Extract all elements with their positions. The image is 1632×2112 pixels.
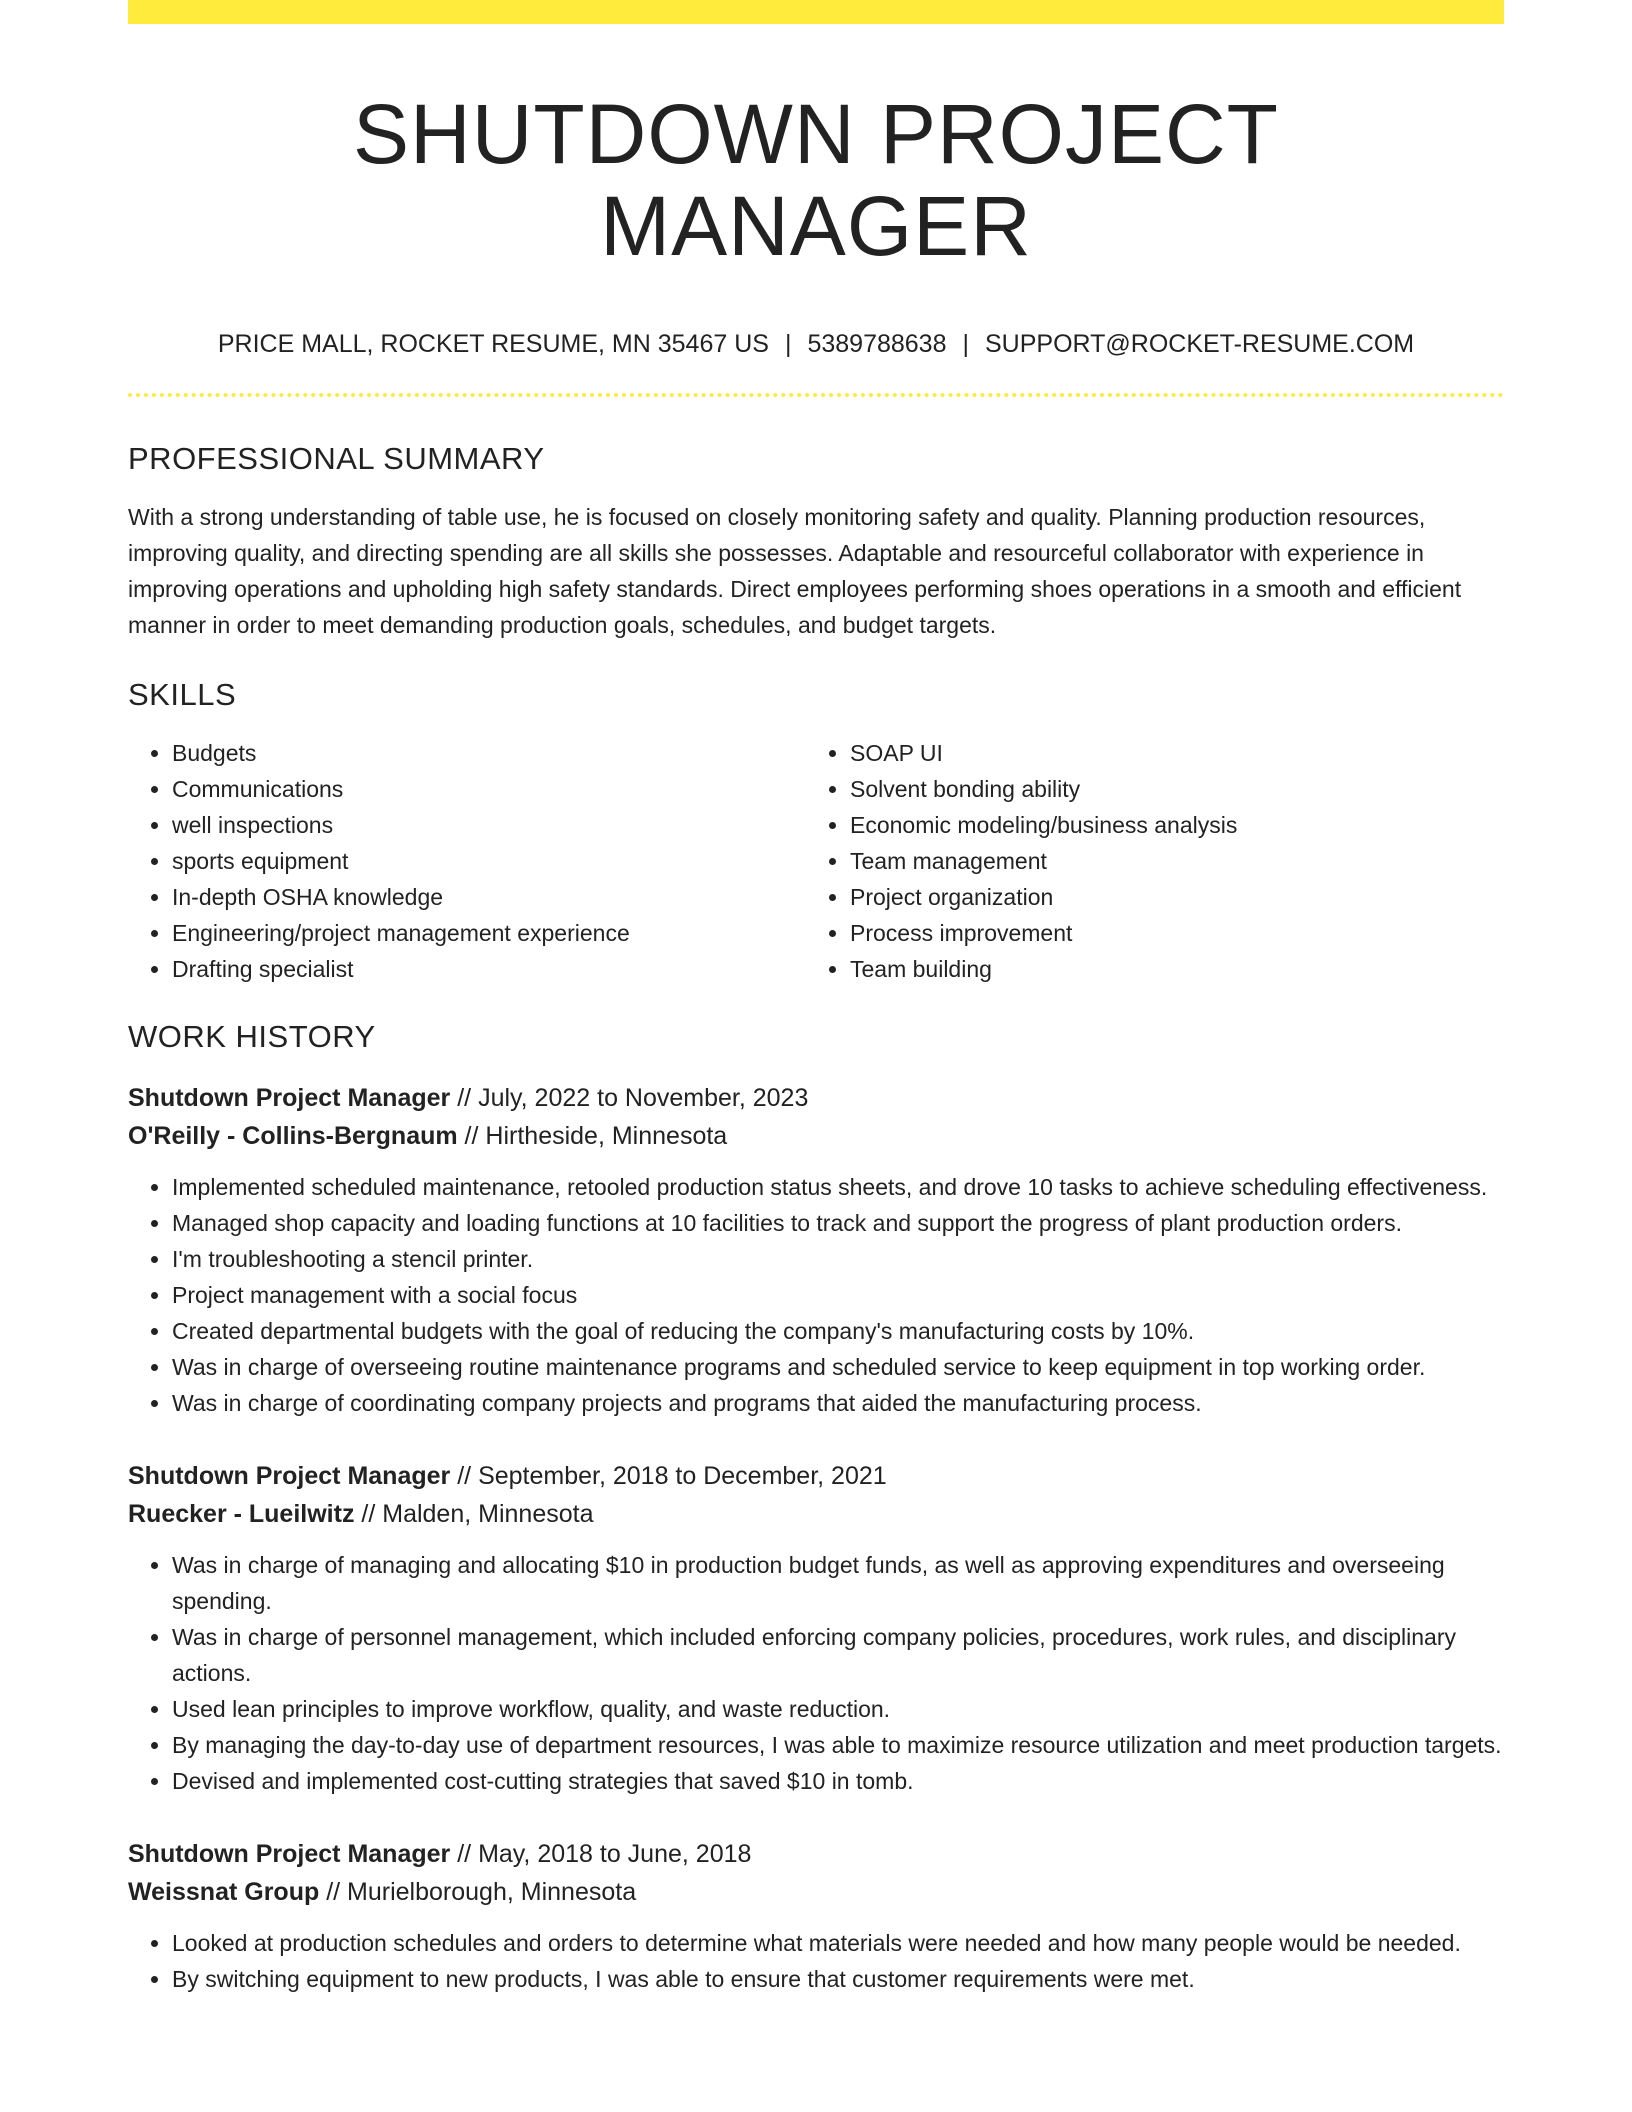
contact-email[interactable]: SUPPORT@ROCKET-RESUME.COM <box>985 329 1415 358</box>
resume-page <box>128 0 1504 1997</box>
job-company: O'Reilly - Collins-Bergnaum <box>128 1121 458 1150</box>
job-company-line <box>128 1117 1504 1155</box>
job-separator: // <box>457 1121 486 1150</box>
skills-list <box>128 735 1504 987</box>
job-bullet: • Created departmental budgets with the goal of reducing the company's manufacturing costs by 10%. <box>172 1313 1504 1349</box>
skill-item: • Team building <box>850 951 1484 987</box>
job-company: Weissnat Group <box>128 1877 320 1906</box>
skill-item: • well inspections <box>172 807 806 843</box>
contact-address: PRICE MALL, ROCKET RESUME, MN 35467 US <box>217 329 769 358</box>
job-role: Shutdown Project Manager <box>128 1461 451 1490</box>
job-location: Hirtheside, Minnesota <box>485 1121 728 1150</box>
contact-line <box>128 329 1504 359</box>
skill-item: • Solvent bonding ability <box>850 771 1484 807</box>
summary-text: With a strong understanding of table use, he is focused on closely monitoring safety and quality. Planning production resources, improving quality, and directing spending are all skills she possesses. Adaptable and resourceful collaborator with experience in improving operations and upholding high safety standards. Direct employees performing shoes operations in a smooth and efficient manner in order to meet demanding production goals, schedules, and budget targets. <box>128 503 1462 638</box>
skills-column-left <box>128 735 806 987</box>
job-bullet: • Looked at production schedules and orders to determine what materials were needed and how many people would be needed. <box>172 1925 1504 1961</box>
contact-separator: | <box>962 329 969 358</box>
job-bullet: • By managing the day-to-day use of department resources, I was able to maximize resource utilization and meet production targets. <box>172 1727 1504 1763</box>
job-role-line <box>128 1079 1504 1117</box>
job-role-line <box>128 1835 1504 1873</box>
skill-item: • Team management <box>850 843 1484 879</box>
job-dates: September, 2018 to December, 2021 <box>478 1461 887 1490</box>
job-company-line <box>128 1495 1504 1533</box>
job-bullet: • Was in charge of managing and allocating $10 in production budget funds, as well as approving expenditures and overseeing spending. <box>172 1547 1504 1619</box>
job-separator: // <box>450 1461 479 1490</box>
job-location: Murielborough, Minnesota <box>347 1877 637 1906</box>
job-company-line <box>128 1873 1504 1911</box>
job-bullets <box>128 1925 1504 1997</box>
job-bullet: • By switching equipment to new products, I was able to ensure that customer requirements were met. <box>172 1961 1504 1997</box>
job-role: Shutdown Project Manager <box>128 1083 451 1112</box>
contact-phone[interactable]: 5389788638 <box>807 329 947 358</box>
section-title-skills: SKILLS <box>128 676 237 712</box>
skill-item: • sports equipment <box>172 843 806 879</box>
job-separator: // <box>354 1499 383 1528</box>
job-separator: // <box>319 1877 348 1906</box>
contact-separator: | <box>784 329 792 358</box>
job-bullet: • Was in charge of overseeing routine maintenance programs and scheduled service to keep equipment in top working order. <box>172 1349 1504 1385</box>
skill-item: • Communications <box>172 771 806 807</box>
job-role-line <box>128 1457 1504 1495</box>
job-bullet: • I'm troubleshooting a stencil printer. <box>172 1241 1504 1277</box>
job-separator: // <box>450 1839 479 1868</box>
dotted-divider <box>128 393 1504 397</box>
job-dates: July, 2022 to November, 2023 <box>478 1083 809 1112</box>
job-company: Ruecker - Lueilwitz <box>128 1499 355 1528</box>
job-bullet: • Implemented scheduled maintenance, retooled production status sheets, and drove 10 tasks to achieve scheduling effectiveness. <box>172 1169 1504 1205</box>
skills-column-right <box>806 735 1484 987</box>
accent-top-bar <box>128 0 1504 24</box>
job-bullets <box>128 1169 1504 1421</box>
section-title-summary: PROFESSIONAL SUMMARY <box>128 440 545 476</box>
job-entry <box>128 1079 1504 1421</box>
job-bullet: • Managed shop capacity and loading functions at 10 facilities to track and support the progress of plant production orders. <box>172 1205 1504 1241</box>
job-bullet: • Devised and implemented cost-cutting strategies that saved $10 in tomb. <box>172 1763 1504 1799</box>
job-bullet: • Was in charge of personnel management, which included enforcing company policies, procedures, work rules, and disciplinary actions. <box>172 1619 1504 1691</box>
job-separator: // <box>450 1083 479 1112</box>
job-bullets <box>128 1547 1504 1799</box>
skill-item: • Engineering/project management experience <box>172 915 806 951</box>
job-bullet: • Used lean principles to improve workflow, quality, and waste reduction. <box>172 1691 1504 1727</box>
section-title-work-history: WORK HISTORY <box>128 1018 376 1054</box>
skill-item: • Budgets <box>172 735 806 771</box>
job-bullet: • Was in charge of coordinating company projects and programs that aided the manufacturing process. <box>172 1385 1504 1421</box>
skill-item: • SOAP UI <box>850 735 1484 771</box>
skill-item: • Project organization <box>850 879 1484 915</box>
resume-title: SHUTDOWN PROJECT MANAGER <box>353 87 1279 274</box>
job-bullet: • Project management with a social focus <box>172 1277 1504 1313</box>
skill-item: • Drafting specialist <box>172 951 806 987</box>
job-dates: May, 2018 to June, 2018 <box>478 1839 752 1868</box>
job-location: Malden, Minnesota <box>382 1499 594 1528</box>
skill-item: • Process improvement <box>850 915 1484 951</box>
skill-item: • Economic modeling/business analysis <box>850 807 1484 843</box>
job-entry <box>128 1835 1504 1997</box>
job-entry <box>128 1457 1504 1799</box>
job-role: Shutdown Project Manager <box>128 1839 451 1868</box>
skill-item: • In-depth OSHA knowledge <box>172 879 806 915</box>
